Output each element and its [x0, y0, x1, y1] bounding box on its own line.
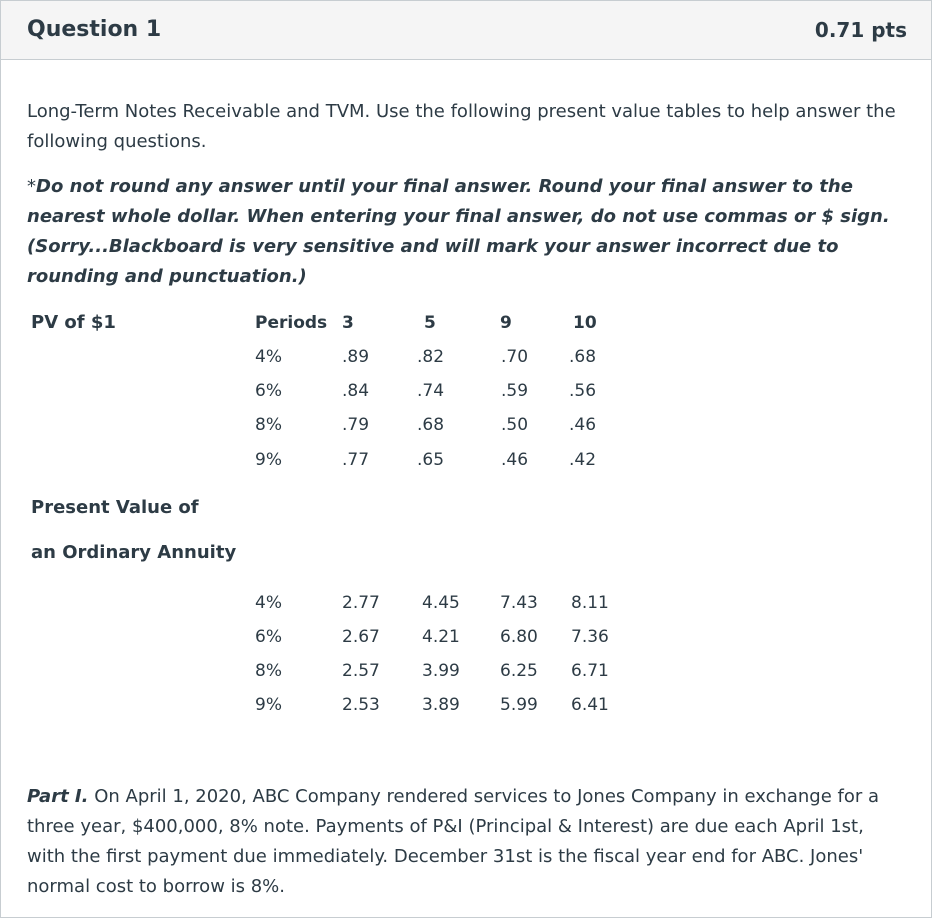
- period-header: 9: [500, 313, 512, 333]
- pv-value: .56: [569, 381, 597, 401]
- annuity-label-line1: Present Value of: [31, 497, 199, 518]
- pv-value: .42: [569, 450, 597, 470]
- pv-rate: 9%: [255, 450, 282, 470]
- annuity-rate: 8%: [255, 661, 282, 681]
- periods-label: Periods: [255, 313, 328, 333]
- part-one-lead: Part I.: [27, 786, 89, 807]
- annuity-value: 8.11: [571, 593, 609, 613]
- annuity-value: 6.71: [571, 661, 609, 681]
- question-header: [1, 1, 931, 60]
- pv-value: .79: [342, 415, 370, 435]
- pv-rate: 8%: [255, 415, 282, 435]
- annuity-value: 2.53: [342, 695, 380, 715]
- part-one-text: [27, 782, 907, 902]
- pv-value: .68: [569, 347, 597, 367]
- pv-value: .74: [417, 381, 445, 401]
- pv-value: .65: [417, 450, 445, 470]
- pv-rate: 6%: [255, 381, 282, 401]
- pv-value: .50: [501, 415, 529, 435]
- rounding-note: [27, 172, 907, 292]
- period-header: 5: [424, 313, 436, 333]
- period-header: 10: [573, 313, 597, 333]
- annuity-rate: 6%: [255, 627, 282, 647]
- pv-value: .84: [342, 381, 370, 401]
- annuity-value: 3.89: [422, 695, 460, 715]
- annuity-value: 3.99: [422, 661, 460, 681]
- annuity-rate: 4%: [255, 593, 282, 613]
- pv-value: .59: [501, 381, 529, 401]
- question-points: 0.71 pts: [814, 18, 907, 42]
- annuity-label-line2: an Ordinary Annuity: [31, 542, 237, 563]
- annuity-value: 2.67: [342, 627, 380, 647]
- annuity-value: 4.45: [422, 593, 460, 613]
- annuity-value: 2.77: [342, 593, 380, 613]
- note-text: Do not round any answer until your final answer. Round your final answer to the nearest whole dollar. When entering your final answer, do not use commas or $ sign. (Sorry...Blackboard is very sensitive and will mark your answer incorrect due to rounding and punctuation.): [27, 176, 890, 287]
- pv-value: .70: [501, 347, 529, 367]
- pv-value: .82: [417, 347, 445, 367]
- annuity-value: 5.99: [500, 695, 538, 715]
- question-intro: Long-Term Notes Receivable and TVM. Use the following present value tables to help answer the following questions.: [27, 101, 896, 152]
- note-asterisk: *: [27, 176, 36, 197]
- pv-value: .68: [417, 415, 445, 435]
- annuity-rate: 9%: [255, 695, 282, 715]
- pv-value: .77: [342, 450, 370, 470]
- annuity-value: 6.41: [571, 695, 609, 715]
- part-one-body: On April 1, 2020, ABC Company rendered services to Jones Company in exchange for a three year, $400,000, 8% note. Payments of P&I (Principal & Interest) are due each April 1st, with the first payment due immediately. December 31st is the fiscal year end for ABC. Jones' normal cost to borrow is 8%.: [27, 786, 880, 897]
- pv-value: .46: [569, 415, 597, 435]
- pv-value: .89: [342, 347, 370, 367]
- pv-rate: 4%: [255, 347, 282, 367]
- annuity-value: 6.25: [500, 661, 538, 681]
- annuity-value: 4.21: [422, 627, 460, 647]
- period-header: 3: [342, 313, 354, 333]
- annuity-value: 2.57: [342, 661, 380, 681]
- pv-table-label: PV of $1: [31, 312, 116, 333]
- pv-value: .46: [501, 450, 529, 470]
- annuity-value: 6.80: [500, 627, 538, 647]
- annuity-value: 7.36: [571, 627, 609, 647]
- annuity-value: 7.43: [500, 593, 538, 613]
- question-title: Question 1: [27, 17, 162, 42]
